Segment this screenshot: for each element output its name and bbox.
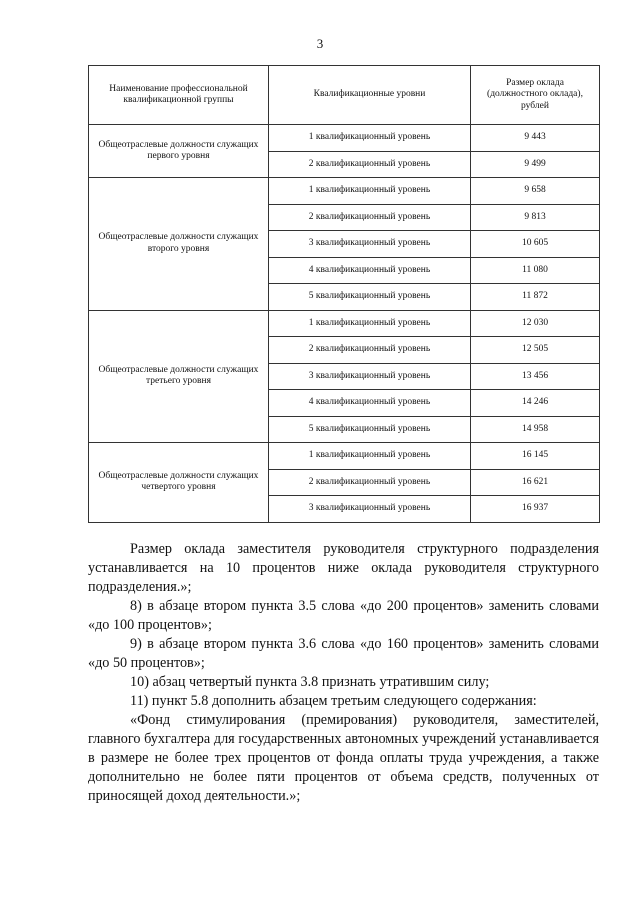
salary-cell: 16 621 [471, 469, 600, 496]
qualification-level-cell: 1 квалификационный уровень [269, 443, 471, 470]
group-name-cell: Общеотраслевые должности служащих третьего уровня [89, 310, 269, 443]
salary-cell: 14 246 [471, 390, 600, 417]
qualification-level-cell: 3 квалификационный уровень [269, 231, 471, 258]
paragraph: «Фонд стимулирования (премирования) руководителя, заместителей, главного бухгалтера для государственных автономных учреждений устанавливается в размере не более трех процентов от фонда оплаты труда учреждения, а также дополнительно не более пяти процентов от объема средств, полученных от приносящей доход деятельности.»; [88, 712, 599, 804]
salary-cell: 9 499 [471, 151, 600, 178]
salary-cell: 12 505 [471, 337, 600, 364]
document-text [88, 540, 599, 806]
table-row [89, 125, 600, 152]
salary-cell: 13 456 [471, 363, 600, 390]
header-qualification-levels: Квалификационные уровни [269, 66, 471, 125]
salary-cell: 9 658 [471, 178, 600, 205]
qualification-level-cell: 4 квалификационный уровень [269, 257, 471, 284]
table-row [89, 178, 600, 205]
paragraph: 9) в абзаце втором пункта 3.6 слова «до 160 процентов» заменить словами «до 50 процентов»; [88, 636, 599, 671]
group-name-cell: Общеотраслевые должности служащих четвертого уровня [89, 443, 269, 523]
page-number: 3 [316, 36, 324, 51]
salary-cell: 16 145 [471, 443, 600, 470]
qualification-level-cell: 2 квалификационный уровень [269, 337, 471, 364]
qualification-level-cell: 2 квалификационный уровень [269, 151, 471, 178]
paragraph: 10) абзац четвертый пункта 3.8 признать утратившим силу; [130, 674, 490, 690]
group-name-cell: Общеотраслевые должности служащих первого уровня [89, 125, 269, 178]
salary-cell: 16 937 [471, 496, 600, 523]
table-row [89, 310, 600, 337]
qualification-level-cell: 3 квалификационный уровень [269, 363, 471, 390]
paragraph: Размер оклада заместителя руководителя структурного подразделения устанавливается на 10 процентов ниже оклада руководителя структурного подразделения.»; [88, 541, 599, 595]
salary-cell: 10 605 [471, 231, 600, 258]
qualification-level-cell: 1 квалификационный уровень [269, 310, 471, 337]
header-group-name: Наименование профессиональной квалификационной группы [89, 66, 269, 125]
table-header-row [89, 66, 600, 125]
salary-cell: 11 080 [471, 257, 600, 284]
salary-cell: 11 872 [471, 284, 600, 311]
salary-cell: 12 030 [471, 310, 600, 337]
salary-table [88, 65, 600, 523]
qualification-level-cell: 1 квалификационный уровень [269, 125, 471, 152]
salary-cell: 9 443 [471, 125, 600, 152]
qualification-level-cell: 2 квалификационный уровень [269, 469, 471, 496]
group-name-cell: Общеотраслевые должности служащих второго уровня [89, 178, 269, 311]
table-row [89, 443, 600, 470]
qualification-level-cell: 4 квалификационный уровень [269, 390, 471, 417]
qualification-level-cell: 5 квалификационный уровень [269, 416, 471, 443]
qualification-level-cell: 1 квалификационный уровень [269, 178, 471, 205]
qualification-level-cell: 3 квалификационный уровень [269, 496, 471, 523]
salary-cell: 9 813 [471, 204, 600, 231]
table-body [89, 125, 600, 523]
salary-cell: 14 958 [471, 416, 600, 443]
paragraph: 11) пункт 5.8 дополнить абзацем третьим следующего содержания: [130, 693, 537, 709]
header-salary: Размер оклада (должностного оклада), рублей [471, 66, 600, 125]
qualification-level-cell: 5 квалификационный уровень [269, 284, 471, 311]
paragraph: 8) в абзаце втором пункта 3.5 слова «до 200 процентов» заменить словами «до 100 процентов»; [88, 598, 599, 633]
qualification-level-cell: 2 квалификационный уровень [269, 204, 471, 231]
